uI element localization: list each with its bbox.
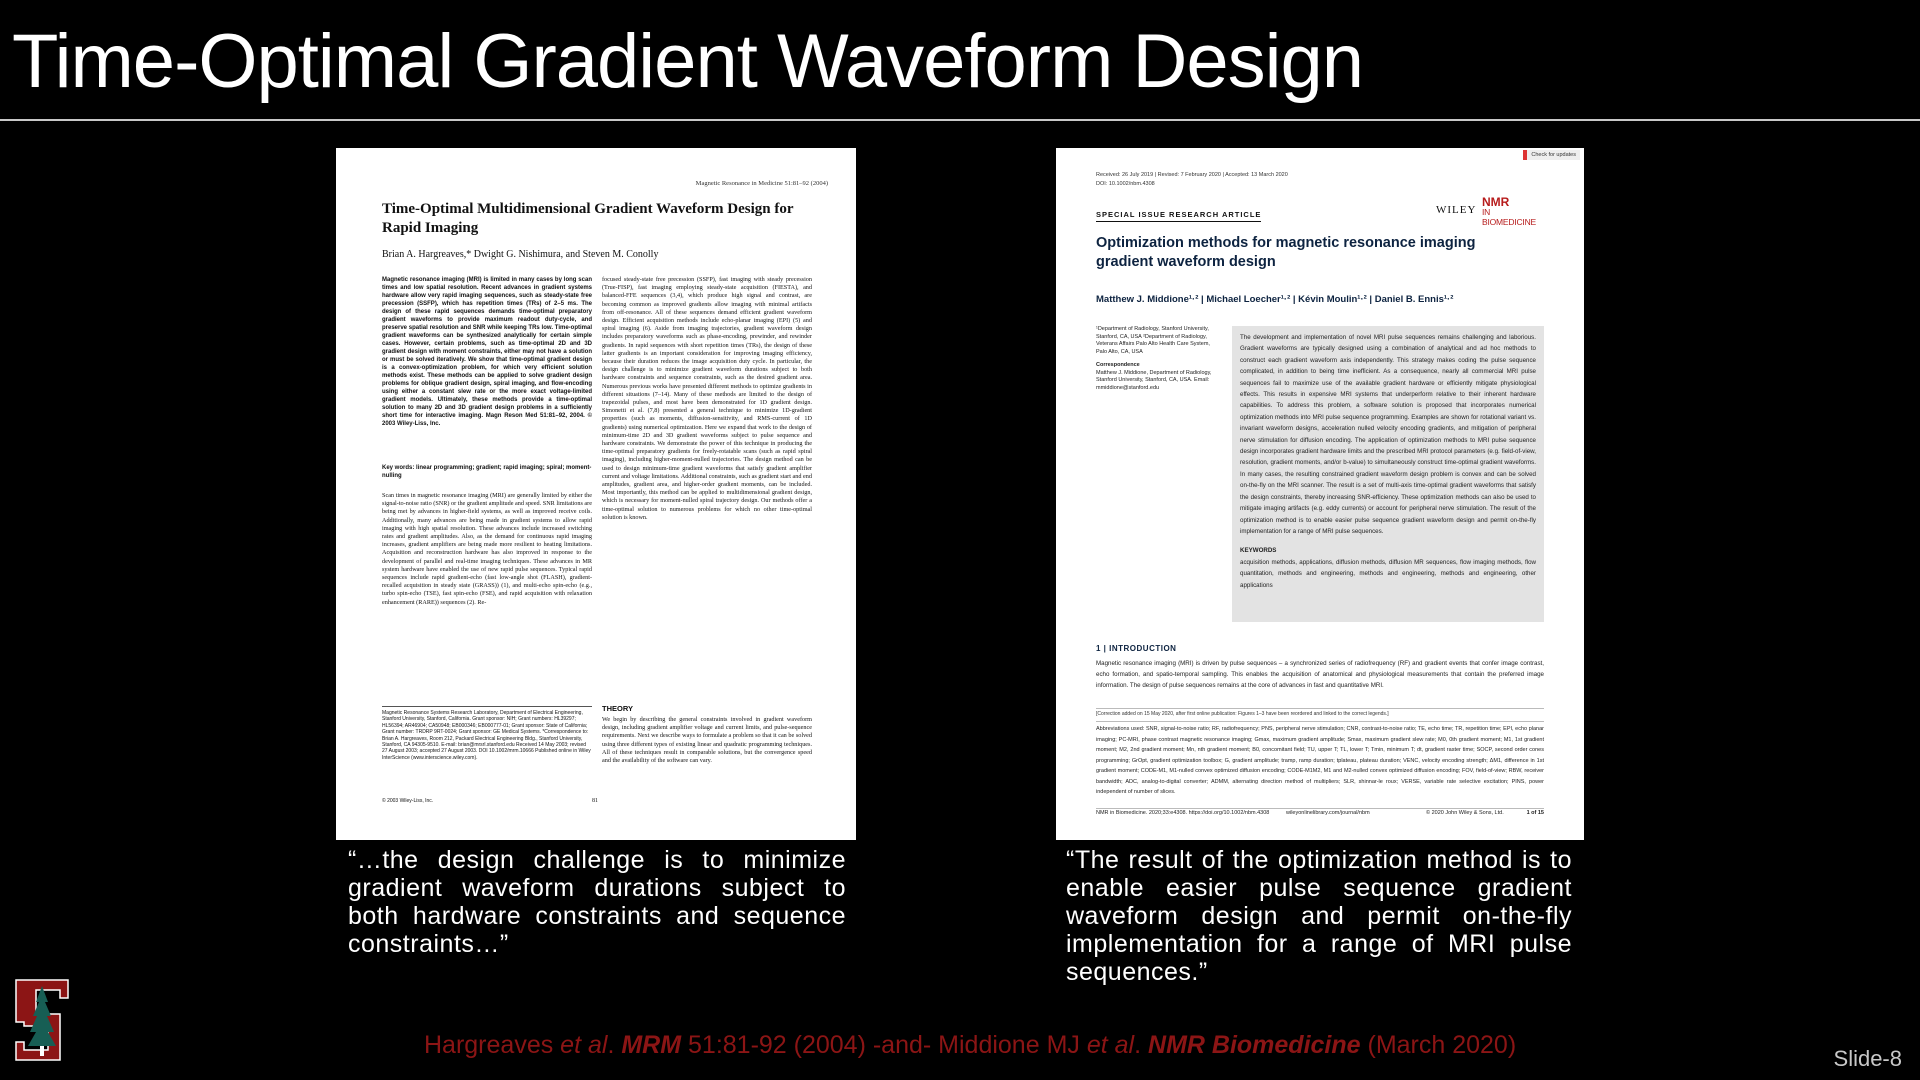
paper-page-number: 81 [592, 798, 598, 804]
paper-title: Time-Optimal Multidimensional Gradient Waveform Design for Rapid Imaging [382, 201, 794, 236]
stanford-tree-logo-icon [10, 976, 74, 1064]
slide-title: Time-Optimal Gradient Waveform Design [12, 19, 1364, 104]
paper-keywords: acquisition methods, applications, diffusion methods, diffusion MR sequences, flow imaging methods, flow quantitation, methods and engineering, methods and engineering, methods and engineering, other applications [1240, 558, 1536, 589]
paper-theory-text: We begin by describing the general constraints involved in gradient waveform design, including gradient amplifier voltage and current limits, and pulse-sequence requirements. Next we describe ways to formulate a problem so that it can be solved using three different types of existing linear and quadratic programming techniques. All of these techniques result in comparable solutions, but the convergence speed and the availability of the software can vary. [602, 716, 812, 765]
article-type: SPECIAL ISSUE RESEARCH ARTICLE [1096, 210, 1261, 222]
paper-journal-line: Magnetic Resonance in Medicine 51:81–92 (2004) [695, 180, 828, 187]
quote-left: “…the design challenge is to minimize gradient waveform durations subject to both hardware constraints and sequence constraints…” [348, 846, 846, 958]
intro-heading: 1 | INTRODUCTION [1096, 644, 1177, 653]
citation-part: . [607, 1031, 622, 1059]
footnote-divider [382, 706, 592, 707]
paper-abstract: Magnetic resonance imaging (MRI) is limited in many cases by long scan times and low spatial resolution. Recent advances in gradient systems hardware allow very rapid imaging sequences, such as steady-state free precession (SSFP), which has repetition times (TRs) of 2–5 ms. The design of these rapid sequences demands time-optimal preparatory gradient waveforms to provide maximum readout duty-cycle, and preserve spatial resolution and SNR while keeping TRs low. Time-optimal gradient waveforms can be synthesized analytically for certain simple cases. However, certain problems, such as time-optimal 2D and 3D gradient design with moment constraints, either may not have a solution or must be solved iteratively. We show that time-optimal gradient design is a convex-optimization problem, for which very efficient solution methods exist. These methods can be applied to solve gradient design problems for oblique gradient design, spiral imaging, and flow-encoding using either a constant slew rate or the more exact voltage-limited gradient models. Ultimately, these methods provide a time-optimal solution to many 2D and 3D gradient design problems in a sufficiently short time for interactive imaging. Magn Reson Med 51:81–92, 2004. © 2003 Wiley-Liss, Inc. [382, 277, 592, 427]
paper-doi: DOI: 10.1002/nbm.4308 [1096, 181, 1155, 187]
paper-abstract: The development and implementation of novel MRI pulse sequences remains challenging and laborious. Gradient waveforms are typically designed using a combination of analytical and ad hoc methods to construct each gradient waveform axis independently. This strategy makes coding the pulse sequence complicated, in addition to being time inefficient. As a consequence, nearly all commercial MRI pulse sequences fail to maximize use of the available gradient hardware or efficiently mitigate physiological effects. This results in expensive MRI systems that underperform relative to their inherent hardware capabilities. To address this problem, a software solution is proposed that incorporates numerical optimization methods into MRI pulse sequence programming. Examples are shown for rotational variant vs. invariant waveform designs, acceleration nulled velocity encoding gradients, and mitigation of peripheral nerve stimulation for diffusion encoding. The application of optimization methods to MRI pulse sequence design incorporates gradient hardware limits and the prescribed MRI protocol parameters (e.g. field-of-view, resolution, gradient moments, and/or b-value) to simultaneously construct time-optimal gradient waveforms. In many cases, the resulting constrained gradient waveform design problem is convex and can be solved on-the-fly on the MRI scanner. The result is a set of multi-axis time-optimal gradient waveforms that satisfy the design constraints, thereby increasing SNR-efficiency. These optimization methods can also be used to mitigate imaging artifacts (e.g. eddy currents) or account for peripheral nerve stimulation. The result of the optimization method is to enable easier pulse sequence gradient waveform design and permit on-the-fly implementation for a range of MRI pulse sequences. [1240, 334, 1536, 535]
paper-section-heading: THEORY [602, 704, 633, 713]
paper-footnote: Magnetic Resonance Systems Research Laboratory, Department of Electrical Engineering, Stanford University, Stanford, California. Grant sponsor: NIH; Grant numbers: HL39297; HL56394; AR46904; CA50948; EB000346; EB000777-01; Grant sponsor: State of California; Grant number: TRDRP 9RT-0024; Grant sponsor: GE Medical Systems. *Correspondence to: Brian A. Hargreaves, Room 212, Packard Electrical Engineering Bldg., Stanford University, Stanford, CA 94305-9510. E-mail: brian@mrsrl.stanford.edu Received 14 May 2003; revised 27 August 2003; accepted 27 August 2003. DOI 10.1002/mrm.10666 Published online in Wiley InterScience (www.interscience.wiley.com). [382, 710, 591, 761]
divider [1096, 708, 1544, 709]
paper-dates: Received: 26 July 2019 | Revised: 7 February 2020 | Accepted: 13 March 2020 [1096, 172, 1288, 178]
citation-etal: et al [560, 1031, 608, 1059]
correspondence-heading: Correspondence [1096, 362, 1140, 368]
paper-hargreaves-2004 [336, 148, 856, 840]
footer-site: wileyonlinelibrary.com/journal/nbm [1286, 810, 1370, 816]
footer-page: 1 of 15 [1526, 810, 1544, 816]
divider [1096, 808, 1544, 809]
quote-right: “The result of the optimization method is to enable easier pulse sequence gradient waveform design and permit on-the-fly implementation for a range of MRI pulse sequences.” [1066, 846, 1572, 986]
citation-journal: NMR Biomedicine [1148, 1031, 1361, 1059]
citation-journal: MRM [621, 1031, 682, 1059]
citation-part: . [1134, 1031, 1149, 1059]
abstract-box [1232, 326, 1544, 622]
correction-note: [Correction added on 15 May 2020, after first online publication: Figures 1–3 have been reordered and linked to the correct legends.] [1096, 711, 1389, 717]
paper-title: Optimization methods for magnetic resonance imaging gradient waveform design [1096, 235, 1476, 270]
paper-copyright: © 2003 Wiley-Liss, Inc. [382, 798, 434, 804]
abbreviations-text: Abbreviations used: SNR, signal-to-noise ratio; RF, radiofrequency; PNS, peripheral nerve stimulation; CNR, contrast-to-noise ratio; TE, echo time; TR, repetition time; EPI, echo planar imaging; PC-MRI, phase contrast magnetic resonance imaging; Gmax, maximum gradient amplitude; Smax, maximum gradient slew rate; M0, 0th gradient moment; M1, 1st gradient moment; M2, 2nd gradient moment; Mn, nth gradient moment; B0, concomitant field; TU, upper T; TL, lower T; Tmin, minimum T; dt, gradient raster time; SOCP, second order cones programming; GrOpt, gradient optimization toolbox; G, gradient amplitude; tramp, ramp duration; tplateau, plateau duration; VENC, velocity encoding strength; ΔM1, difference in 1st gradient moment; CODE-M1, M1-nulled convex optimized diffusion encoding; CODE-M1M2, M1 and M2-nulled convex optimized diffusion encoding; FOV, field-of-view; RBW, receiver bandwidth; ADC, analog-to-digital converter; ADMM, alternating direction method of multipliers; SLR, shinnar-le roux; VERSE, variable rate selective excitation; PINS, power independent of number of slices. [1096, 726, 1544, 795]
paper-authors: Brian A. Hargreaves,* Dwight G. Nishimura, and Steven M. Conolly [382, 249, 659, 260]
footer-copyright: © 2020 John Wiley & Sons, Ltd. [1426, 810, 1504, 816]
paper-affiliations [1096, 326, 1222, 392]
check-for-updates-badge: Check for updates [1523, 150, 1580, 160]
wiley-logo-text: WILEY [1436, 204, 1477, 216]
footer-journal: NMR in Biomedicine. 2020;33:e4308. https://doi.org/10.1002/nbm.4308 [1096, 810, 1270, 816]
paper-middione-2020 [1056, 148, 1584, 840]
citation-etal: et al [1086, 1031, 1135, 1059]
journal-logo [1436, 195, 1544, 227]
keywords-heading: KEYWORDS [1240, 547, 1277, 555]
divider [1096, 721, 1544, 722]
paper-body-column-right: focused steady-state free precession (SSFP), fast imaging with steady precession (True-FISP), fast imaging employing steady-state acquisition (FIESTA), and balanced-FFE sequences (3,4), which produce high signal and contrast, are becoming common as improved gradients allow imaging with minimal artifacts from off-resonance. All of these sequences demand efficient gradient waveform design. Efficient acquisition methods include echo-planar imaging (EPI) (5) and spiral imaging (6). Aside from imaging trajectories, gradient waveform design includes preparatory waveforms such as phase-encoding, prewinder, and rewinder gradients. In rapid sequences with short repetition times (TRs), the design of these latter gradients is an important consideration for improving imaging efficiency, because their duration reduces the image acquisition duty cycle. In particular, the design challenge is to minimize gradient waveform durations subject to both hardware constraints and sequence constraints, such as the desired gradient area. Numerous previous works have presented different methods to optimize gradients in different situations (7–14). Many of these methods are limited to the design of trapezoidal pulses, and most have been demonstrated for 1D gradient design. Simonetti et al. (7,8) presented a general technique to minimize 1D-gradient properties (such as moments, diffusion-sensitivity, and RMS-current of 1D gradients) using numerical optimization. Here we expand that work to the design of minimum-time 2D and 3D gradient waveforms subject to pulse sequence and hardware constraints. We demonstrate the power of this technique in producing the time-optimal preparatory gradients for freely-rotatable scans (such as rapid spiral imaging), including higher-moment-nulled trajectories. The design method can be used to design minimum-time gradient waveforms that satisfy gradient amplifier current and voltage limitations. Additional constraints, such as gradient start and end amplitudes, gradient area, and higher-order gradient moments, can be included. Most importantly, this method can be applied to multidimensional gradient design, which is necessary for moment-nulled spiral trajectory design. Our methods offer a time-optimal solution to numerous problems for which no other time-optimal solution is known. [602, 276, 812, 521]
paper-body-column-left: Scan times in magnetic resonance imaging (MRI) are generally limited by either the signal-to-noise ratio (SNR) or the gradient amplitude and speed. SNR limitations are being met by advances in higher-field systems, as well as improved receive coils. Additionally, many advances are being made in gradient systems to allow rapid imaging with high spatial resolution. These advances include increased switching rates and gradient amplitudes. Also, as the demand for continuous rapid imaging increases, gradient amplifiers are being made more resilient to heating limitations. Acquisition and reconstruction hardware has also improved in response to the development of parallel and real-time imaging techniques. These advances in MR system hardware have enabled the use of new rapid pulse sequences. Typical rapid sequences include rapid gradient-echo (fast low-angle shot (FLASH), gradient-recalled acquisition in steady state (GRASS)) (1), and multi-echo spin-echo (e.g., turbo spin-echo (TSE), fast spin-echo (FSE), and rapid acquisition with relaxation enhancement (RARE)) sequences (2). Re- [382, 492, 592, 606]
paper-keywords: Key words: linear programming; gradient; rapid imaging; spiral; moment-nulling [382, 465, 592, 479]
title-divider [0, 119, 1920, 121]
affiliations-text: ¹Department of Radiology, Stanford University, Stanford, CA, USA ²Department of Radiology, Veterans Affairs Palo Alto Health Care System, Palo Alto, CA, USA [1096, 326, 1210, 355]
citation-part: (March 2020) [1360, 1031, 1517, 1059]
intro-text: Magnetic resonance imaging (MRI) is driven by pulse sequences – a synchronized series of radiofrequency (RF) and gradient events that confer image contrast, echo formation, and spatio-temporal sampling. This enables the acquisition of anatomical and physiological measurements that contain the preferred image information. The design of pulse sequences remains at the core of advances in fast and quantitative MRI. [1096, 660, 1544, 689]
correspondence-text: Matthew J. Middione, Department of Radiology, Stanford University, Stanford, CA, USA. Email: mmiddione@stanford.edu [1096, 369, 1212, 391]
citation-part: 51:81-92 (2004) -and- Middione MJ [681, 1031, 1087, 1059]
citation-part: Hargreaves [424, 1031, 561, 1059]
citation [424, 1031, 1516, 1060]
paper-authors: Matthew J. Middione¹·² | Michael Loecher¹·² | Kévin Moulin¹·² | Daniel B. Ennis¹·² [1096, 294, 1454, 305]
slide-number: Slide-8 [1833, 1046, 1902, 1071]
in-biomedicine-logo-text: IN BIOMEDICINE [1482, 207, 1537, 227]
nmr-logo-text: NMR [1482, 195, 1510, 209]
